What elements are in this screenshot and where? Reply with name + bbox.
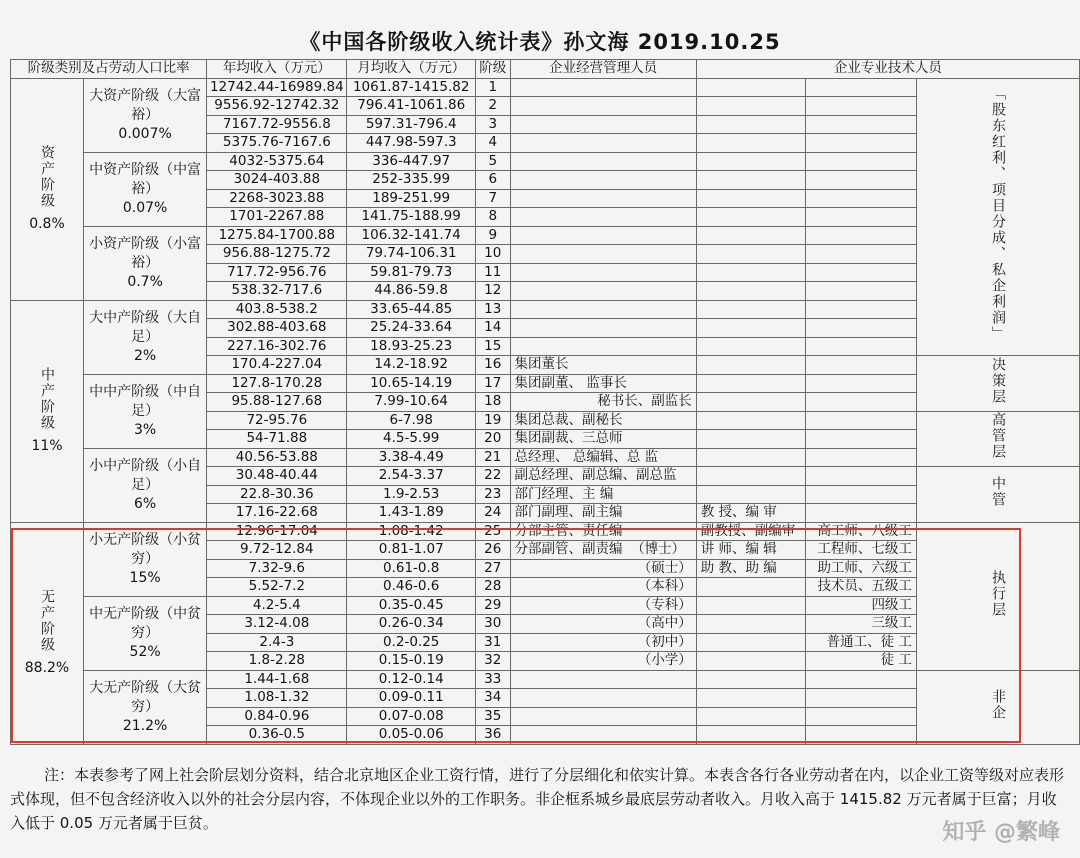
management-cell: [510, 337, 696, 356]
technical-grade-cell: [806, 226, 917, 245]
level-cell: 27: [475, 559, 510, 578]
side-label-cell: [916, 467, 1079, 523]
class-pct: 0.007%: [118, 125, 172, 142]
class-name: 小中产阶级（小自足）: [89, 457, 202, 493]
class-pct: 3%: [134, 421, 157, 438]
management-cell: 分部主管、责任编: [510, 522, 696, 541]
group-name: 中产阶级: [39, 366, 55, 431]
management-cell: [510, 134, 696, 153]
technical-title-cell: [696, 707, 806, 726]
level-cell: 10: [475, 245, 510, 264]
technical-title-cell: [696, 689, 806, 708]
level-cell: 23: [475, 485, 510, 504]
level-cell: 20: [475, 430, 510, 449]
annual-income-cell: 22.8-30.36: [207, 485, 347, 504]
monthly-income-cell: 0.46-0.6: [347, 578, 476, 597]
annual-income-cell: 5.52-7.2: [207, 578, 347, 597]
monthly-income-cell: 252-335.99: [347, 171, 476, 190]
monthly-income-cell: 0.81-1.07: [347, 541, 476, 560]
technical-grade-cell: [806, 430, 917, 449]
annual-income-cell: 1.44-1.68: [207, 670, 347, 689]
management-cell: [510, 245, 696, 264]
annual-income-cell: 7167.72-9556.8: [207, 115, 347, 134]
annual-income-cell: 717.72-956.76: [207, 263, 347, 282]
level-cell: 2: [475, 97, 510, 116]
annual-income-cell: 956.88-1275.72: [207, 245, 347, 264]
header-monthly-income: 月均收入（万元）: [347, 60, 476, 79]
side-label: 中管: [989, 475, 1006, 508]
management-cell: 副总经理、副总编、副总监: [510, 467, 696, 486]
technical-title-cell: [696, 134, 806, 153]
technical-grade-cell: [806, 337, 917, 356]
level-cell: 15: [475, 337, 510, 356]
management-cell: [510, 115, 696, 134]
technical-title-cell: [696, 615, 806, 634]
technical-title-cell: [696, 152, 806, 171]
annual-income-cell: 538.32-717.6: [207, 282, 347, 301]
class-pct: 0.07%: [122, 199, 168, 216]
annual-income-cell: 1701-2267.88: [207, 208, 347, 227]
monthly-income-cell: 79.74-106.31: [347, 245, 476, 264]
monthly-income-cell: 0.35-0.45: [347, 596, 476, 615]
group-cell: [11, 78, 84, 300]
annual-income-cell: 12.96-17.04: [207, 522, 347, 541]
technical-grade-cell: [806, 689, 917, 708]
group-cell: [11, 522, 84, 744]
table-row: [11, 522, 1080, 541]
monthly-income-cell: 59.81-79.73: [347, 263, 476, 282]
side-label-cell: [916, 522, 1079, 670]
annual-income-cell: 403.8-538.2: [207, 300, 347, 319]
table-row: [11, 670, 1080, 689]
management-cell: （小学）: [510, 652, 696, 671]
technical-grade-cell: 三级工: [806, 615, 917, 634]
management-cell: [510, 97, 696, 116]
level-cell: 4: [475, 134, 510, 153]
level-cell: 17: [475, 374, 510, 393]
level-cell: 1: [475, 78, 510, 97]
annual-income-cell: 12742.44-16989.84: [207, 78, 347, 97]
annual-income-cell: 227.16-302.76: [207, 337, 347, 356]
technical-grade-cell: [806, 707, 917, 726]
group-pct: 88.2%: [24, 659, 70, 676]
technical-grade-cell: [806, 208, 917, 227]
technical-grade-cell: 工程师、七级工: [806, 541, 917, 560]
level-cell: 3: [475, 115, 510, 134]
technical-title-cell: [696, 430, 806, 449]
monthly-income-cell: 4.5-5.99: [347, 430, 476, 449]
income-table: [10, 59, 1080, 745]
technical-title-cell: [696, 485, 806, 504]
management-cell: （专科）: [510, 596, 696, 615]
class-cell: [84, 300, 207, 374]
technical-title-cell: [696, 670, 806, 689]
technical-title-cell: [696, 652, 806, 671]
technical-grade-cell: [806, 300, 917, 319]
technical-title-cell: 讲 师、编 辑: [696, 541, 806, 560]
technical-title-cell: [696, 263, 806, 282]
management-cell: [510, 152, 696, 171]
monthly-income-cell: 1.9-2.53: [347, 485, 476, 504]
technical-title-cell: [696, 282, 806, 301]
monthly-income-cell: 18.93-25.23: [347, 337, 476, 356]
management-cell: （初中）: [510, 633, 696, 652]
level-cell: 34: [475, 689, 510, 708]
class-name: 小无产阶级（小贫穷）: [89, 531, 202, 567]
level-cell: 36: [475, 726, 510, 745]
level-cell: 18: [475, 393, 510, 412]
level-cell: 7: [475, 189, 510, 208]
technical-title-cell: [696, 97, 806, 116]
management-cell: 集团副裁、三总师: [510, 430, 696, 449]
monthly-income-cell: 33.65-44.85: [347, 300, 476, 319]
level-cell: 25: [475, 522, 510, 541]
technical-grade-cell: [806, 189, 917, 208]
monthly-income-cell: 6-7.98: [347, 411, 476, 430]
management-cell: 集团副董、 监事长: [510, 374, 696, 393]
class-pct: 21.2%: [122, 717, 168, 734]
monthly-income-cell: 0.09-0.11: [347, 689, 476, 708]
annual-income-cell: 9.72-12.84: [207, 541, 347, 560]
level-cell: 28: [475, 578, 510, 597]
technical-title-cell: [696, 726, 806, 745]
side-label: 决策层: [989, 356, 1006, 405]
technical-grade-cell: 高工师、八级工: [806, 522, 917, 541]
management-cell: [510, 319, 696, 338]
technical-grade-cell: 徒 工: [806, 652, 917, 671]
header-annual-income: 年均收入（万元）: [207, 60, 347, 79]
monthly-income-cell: 0.15-0.19: [347, 652, 476, 671]
monthly-income-cell: 0.07-0.08: [347, 707, 476, 726]
level-cell: 30: [475, 615, 510, 634]
monthly-income-cell: 2.54-3.37: [347, 467, 476, 486]
class-name: 小资产阶级（小富裕）: [89, 235, 202, 271]
monthly-income-cell: 597.31-796.4: [347, 115, 476, 134]
technical-title-cell: [696, 578, 806, 597]
technical-title-cell: [696, 319, 806, 338]
annual-income-cell: 170.4-227.04: [207, 356, 347, 375]
annual-income-cell: 1.08-1.32: [207, 689, 347, 708]
technical-title-cell: 助 教、助 编: [696, 559, 806, 578]
annual-income-cell: 5375.76-7167.6: [207, 134, 347, 153]
level-cell: 14: [475, 319, 510, 338]
management-cell: [510, 78, 696, 97]
management-cell: [510, 670, 696, 689]
table-body: [11, 78, 1080, 744]
annual-income-cell: 9556.92-12742.32: [207, 97, 347, 116]
technical-title-cell: [696, 448, 806, 467]
monthly-income-cell: 106.32-141.74: [347, 226, 476, 245]
monthly-income-cell: 10.65-14.19: [347, 374, 476, 393]
group-pct: 11%: [31, 437, 63, 454]
class-pct: 52%: [129, 643, 161, 660]
side-label: 执行层: [989, 569, 1006, 618]
annual-income-cell: 3.12-4.08: [207, 615, 347, 634]
class-cell: [84, 78, 207, 152]
technical-grade-cell: [806, 134, 917, 153]
level-cell: 22: [475, 467, 510, 486]
class-cell: [84, 374, 207, 448]
annual-income-cell: 54-71.88: [207, 430, 347, 449]
monthly-income-cell: 189-251.99: [347, 189, 476, 208]
monthly-income-cell: 0.12-0.14: [347, 670, 476, 689]
management-cell: 总经理、 总编辑、总 监: [510, 448, 696, 467]
group-cell: [11, 300, 84, 522]
technical-title-cell: 教 授、编 审: [696, 504, 806, 523]
table-header-row: [11, 60, 1080, 79]
level-cell: 16: [475, 356, 510, 375]
annual-income-cell: 40.56-53.88: [207, 448, 347, 467]
class-name: 中无产阶级（中贫穷）: [89, 605, 202, 641]
technical-grade-cell: [806, 115, 917, 134]
annual-income-cell: 17.16-22.68: [207, 504, 347, 523]
technical-title-cell: [696, 356, 806, 375]
annual-income-cell: 0.36-0.5: [207, 726, 347, 745]
level-cell: 26: [475, 541, 510, 560]
annual-income-cell: 7.32-9.6: [207, 559, 347, 578]
management-cell: [510, 263, 696, 282]
table-row: [11, 78, 1080, 97]
technical-grade-cell: [806, 726, 917, 745]
monthly-income-cell: 141.75-188.99: [347, 208, 476, 227]
level-cell: 24: [475, 504, 510, 523]
class-name: 大中产阶级（大自足）: [89, 309, 202, 345]
technical-grade-cell: 技术员、五级工: [806, 578, 917, 597]
management-cell: [510, 707, 696, 726]
annual-income-cell: 72-95.76: [207, 411, 347, 430]
technical-title-cell: 副教授、副编审: [696, 522, 806, 541]
monthly-income-cell: 1.08-1.42: [347, 522, 476, 541]
technical-title-cell: [696, 393, 806, 412]
class-pct: 6%: [134, 495, 157, 512]
technical-grade-cell: [806, 282, 917, 301]
management-cell: [510, 689, 696, 708]
header-level: 阶级: [475, 60, 510, 79]
management-cell: [510, 189, 696, 208]
document-title: 《中国各阶级收入统计表》孙文海 2019.10.25: [299, 30, 781, 54]
class-name: 大资产阶级（大富裕）: [89, 87, 202, 123]
header-management: 企业经营管理人员: [510, 60, 696, 79]
class-name: 中中产阶级（中自足）: [89, 383, 202, 419]
group-pct: 0.8%: [29, 215, 65, 232]
technical-title-cell: [696, 596, 806, 615]
technical-grade-cell: [806, 97, 917, 116]
technical-grade-cell: [806, 504, 917, 523]
monthly-income-cell: 796.41-1061.86: [347, 97, 476, 116]
monthly-income-cell: 7.99-10.64: [347, 393, 476, 412]
monthly-income-cell: 1.43-1.89: [347, 504, 476, 523]
management-cell: [510, 171, 696, 190]
annual-income-cell: 2268-3023.88: [207, 189, 347, 208]
group-name: 无产阶级: [39, 588, 55, 653]
management-cell: 秘书长、副监长: [510, 393, 696, 412]
technical-title-cell: [696, 78, 806, 97]
side-label: 非企: [989, 688, 1006, 721]
annual-income-cell: 4.2-5.4: [207, 596, 347, 615]
level-cell: 19: [475, 411, 510, 430]
side-label-cell: [916, 78, 1079, 356]
annual-income-cell: 1.8-2.28: [207, 652, 347, 671]
management-cell: 集团董长: [510, 356, 696, 375]
management-cell: [510, 208, 696, 227]
technical-title-cell: [696, 411, 806, 430]
monthly-income-cell: 0.2-0.25: [347, 633, 476, 652]
monthly-income-cell: 3.38-4.49: [347, 448, 476, 467]
group-name: 资产阶级: [39, 144, 55, 209]
annual-income-cell: 302.88-403.68: [207, 319, 347, 338]
header-class-category: 阶级类别及占劳动人口比率: [11, 60, 207, 79]
class-cell: [84, 152, 207, 226]
level-cell: 29: [475, 596, 510, 615]
technical-grade-cell: [806, 319, 917, 338]
monthly-income-cell: 1061.87-1415.82: [347, 78, 476, 97]
monthly-income-cell: 0.26-0.34: [347, 615, 476, 634]
technical-title-cell: [696, 633, 806, 652]
level-cell: 13: [475, 300, 510, 319]
technical-title-cell: [696, 171, 806, 190]
management-cell: [510, 300, 696, 319]
technical-title-cell: [696, 300, 806, 319]
level-cell: 31: [475, 633, 510, 652]
monthly-income-cell: 447.98-597.3: [347, 134, 476, 153]
class-name: 中资产阶级（中富裕）: [89, 161, 202, 197]
technical-grade-cell: [806, 374, 917, 393]
technical-title-cell: [696, 115, 806, 134]
technical-grade-cell: 普通工、徒 工: [806, 633, 917, 652]
management-cell: （高中）: [510, 615, 696, 634]
technical-grade-cell: [806, 263, 917, 282]
technical-title-cell: [696, 226, 806, 245]
monthly-income-cell: 14.2-18.92: [347, 356, 476, 375]
level-cell: 8: [475, 208, 510, 227]
watermark: 知乎 @繁峰: [942, 820, 1060, 845]
class-cell: [84, 596, 207, 670]
monthly-income-cell: 25.24-33.64: [347, 319, 476, 338]
level-cell: 21: [475, 448, 510, 467]
management-cell: 集团总裁、副秘长: [510, 411, 696, 430]
technical-title-cell: [696, 337, 806, 356]
class-name: 大无产阶级（大贫穷）: [89, 679, 202, 715]
technical-grade-cell: [806, 356, 917, 375]
technical-grade-cell: [806, 467, 917, 486]
management-cell: [510, 226, 696, 245]
technical-grade-cell: [806, 78, 917, 97]
annual-income-cell: 0.84-0.96: [207, 707, 347, 726]
footnote: 注：本表参考了网上社会阶层划分资料，结合北京地区企业工资行情，进行了分层细化和依实计算。本表含各行各业劳动者在内，以企业工资等级对应表形式体现，但不包含经济收入以外的社会分层内容，不体现企业以外的工作职务。非企框系城乡最底层劳动者收入。月收入高于 1415.82 万元者属于巨富；月收入低于 0.05 万元者属于巨贫。: [10, 766, 1065, 832]
side-label-cell: [916, 411, 1079, 467]
technical-grade-cell: [806, 411, 917, 430]
technical-grade-cell: [806, 152, 917, 171]
level-cell: 12: [475, 282, 510, 301]
level-cell: 11: [475, 263, 510, 282]
technical-grade-cell: [806, 245, 917, 264]
level-cell: 9: [475, 226, 510, 245]
side-label: 高管层: [989, 412, 1006, 461]
technical-grade-cell: [806, 485, 917, 504]
level-cell: 33: [475, 670, 510, 689]
management-cell: 分部副管、副责编 （博士）: [510, 541, 696, 560]
technical-grade-cell: [806, 171, 917, 190]
header-technical: 企业专业技术人员: [696, 60, 1079, 79]
annual-income-cell: 95.88-127.68: [207, 393, 347, 412]
level-cell: 5: [475, 152, 510, 171]
class-cell: [84, 448, 207, 522]
management-cell: （硕士）: [510, 559, 696, 578]
monthly-income-cell: 44.86-59.8: [347, 282, 476, 301]
level-cell: 32: [475, 652, 510, 671]
class-pct: 15%: [129, 569, 161, 586]
technical-grade-cell: 助工师、六级工: [806, 559, 917, 578]
annual-income-cell: 30.48-40.44: [207, 467, 347, 486]
technical-title-cell: [696, 189, 806, 208]
management-cell: [510, 282, 696, 301]
class-pct: 0.7%: [127, 273, 163, 290]
technical-title-cell: [696, 208, 806, 227]
annual-income-cell: 4032-5375.64: [207, 152, 347, 171]
annual-income-cell: 127.8-170.28: [207, 374, 347, 393]
management-cell: [510, 726, 696, 745]
technical-title-cell: [696, 374, 806, 393]
side-label-cell: [916, 670, 1079, 744]
technical-grade-cell: 四级工: [806, 596, 917, 615]
class-cell: [84, 670, 207, 744]
management-cell: 部门经理、主 编: [510, 485, 696, 504]
class-cell: [84, 226, 207, 300]
annual-income-cell: 2.4-3: [207, 633, 347, 652]
annual-income-cell: 1275.84-1700.88: [207, 226, 347, 245]
monthly-income-cell: 0.61-0.8: [347, 559, 476, 578]
management-cell: （本科）: [510, 578, 696, 597]
side-label: 「股东红利、项目分成、私企利润」: [989, 86, 1006, 343]
monthly-income-cell: 336-447.97: [347, 152, 476, 171]
technical-title-cell: [696, 467, 806, 486]
side-label-cell: [916, 356, 1079, 412]
class-cell: [84, 522, 207, 596]
monthly-income-cell: 0.05-0.06: [347, 726, 476, 745]
management-cell: 部门副理、副主编: [510, 504, 696, 523]
technical-grade-cell: [806, 448, 917, 467]
technical-grade-cell: [806, 670, 917, 689]
level-cell: 6: [475, 171, 510, 190]
annual-income-cell: 3024-403.88: [207, 171, 347, 190]
level-cell: 35: [475, 707, 510, 726]
class-pct: 2%: [134, 347, 157, 364]
technical-grade-cell: [806, 393, 917, 412]
technical-title-cell: [696, 245, 806, 264]
